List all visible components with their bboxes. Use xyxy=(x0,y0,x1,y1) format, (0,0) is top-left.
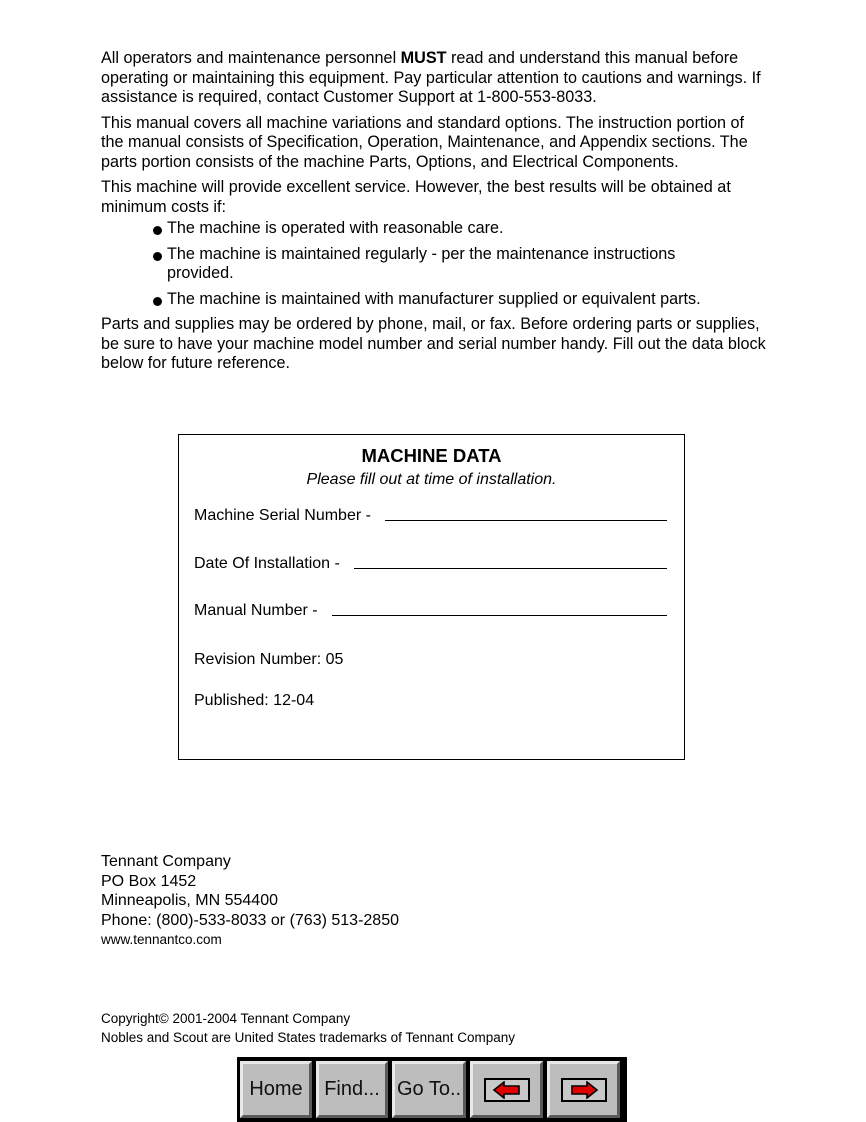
p1-after: read and understand this manual before operating or maintaining this equipment. Pay particular attention to cautions and warnings. If assistance is required, contact Customer Support at 1-800-553-8033. xyxy=(101,49,761,106)
installation-date-field xyxy=(194,555,667,573)
list-item-text: The machine is maintained regularly - per the maintenance instructions provided. xyxy=(167,244,676,282)
installation-date-line xyxy=(354,567,667,569)
bullet-icon xyxy=(153,297,162,306)
p1-before: All operators and maintenance personnel xyxy=(101,49,401,67)
company-address xyxy=(101,852,399,950)
home-button[interactable]: Home xyxy=(240,1061,312,1118)
list-item-text: The machine is maintained with manufacturer supplied or equivalent parts. xyxy=(167,289,701,308)
manual-number-line xyxy=(332,614,667,616)
left-arrow-shape xyxy=(492,1081,522,1099)
revision-number: Revision Number: 05 xyxy=(194,651,344,668)
intro-paragraph-2: This manual covers all machine variations and standard options. The instruction portion of the manual consists of Specification, Operation, Maintenance, and Appendix sections. The parts portion consists of the machine Parts, Options, and Electrical Components. xyxy=(101,113,748,171)
machine-data-subtitle: Please fill out at time of installation. xyxy=(306,471,557,488)
list-item xyxy=(153,290,727,310)
conditions-list xyxy=(101,219,769,309)
intro-text xyxy=(101,49,769,380)
serial-number-line xyxy=(385,519,667,521)
po-box: PO Box 1452 xyxy=(101,872,197,890)
next-page-button[interactable] xyxy=(547,1061,620,1118)
list-item xyxy=(153,245,727,284)
serial-number-field xyxy=(194,507,667,525)
machine-data-box xyxy=(178,434,685,760)
intro-paragraph-4: Parts and supplies may be ordered by phone, mail, or fax. Before ordering parts or supplies, be sure to have your machine model number and serial number handy. Fill out the data block below for future reference. xyxy=(101,315,766,372)
previous-page-button[interactable] xyxy=(470,1061,543,1118)
right-arrow-shape xyxy=(569,1081,599,1099)
trademark-line: Nobles and Scout are United States trademarks of Tennant Company xyxy=(101,1030,515,1045)
machine-data-title: MACHINE DATA xyxy=(361,445,502,466)
goto-button[interactable]: Go To.. xyxy=(392,1061,466,1118)
phone: Phone: (800)-533-8033 or (763) 513-2850 xyxy=(101,911,399,929)
bullet-icon xyxy=(153,252,162,261)
city: Minneapolis, MN 554400 xyxy=(101,892,278,909)
published-date: Published: 12-04 xyxy=(194,692,315,709)
p1-bold: MUST xyxy=(400,49,447,67)
company-name: Tennant Company xyxy=(101,853,231,870)
find-button[interactable]: Find... xyxy=(316,1061,388,1118)
intro-paragraph-3: This machine will provide excellent service. However, the best results will be obtained at minimum costs if: xyxy=(101,178,731,216)
right-arrow-icon xyxy=(561,1078,607,1102)
list-item xyxy=(153,219,727,239)
list-item-text: The machine is operated with reasonable care. xyxy=(167,219,504,237)
intro-paragraph-1 xyxy=(101,49,769,108)
manual-number-label: Manual Number - xyxy=(194,602,318,619)
manual-number-field xyxy=(194,602,667,620)
bullet-icon xyxy=(153,226,162,235)
serial-number-label: Machine Serial Number - xyxy=(194,507,371,524)
copyright-notice xyxy=(101,1009,515,1047)
navigation-bar xyxy=(237,1057,627,1122)
installation-date-label: Date Of Installation - xyxy=(194,555,340,572)
left-arrow-icon xyxy=(484,1078,530,1102)
copyright-line: Copyright© 2001-2004 Tennant Company xyxy=(101,1011,351,1026)
website-link[interactable]: www.tennantco.com xyxy=(101,932,222,947)
